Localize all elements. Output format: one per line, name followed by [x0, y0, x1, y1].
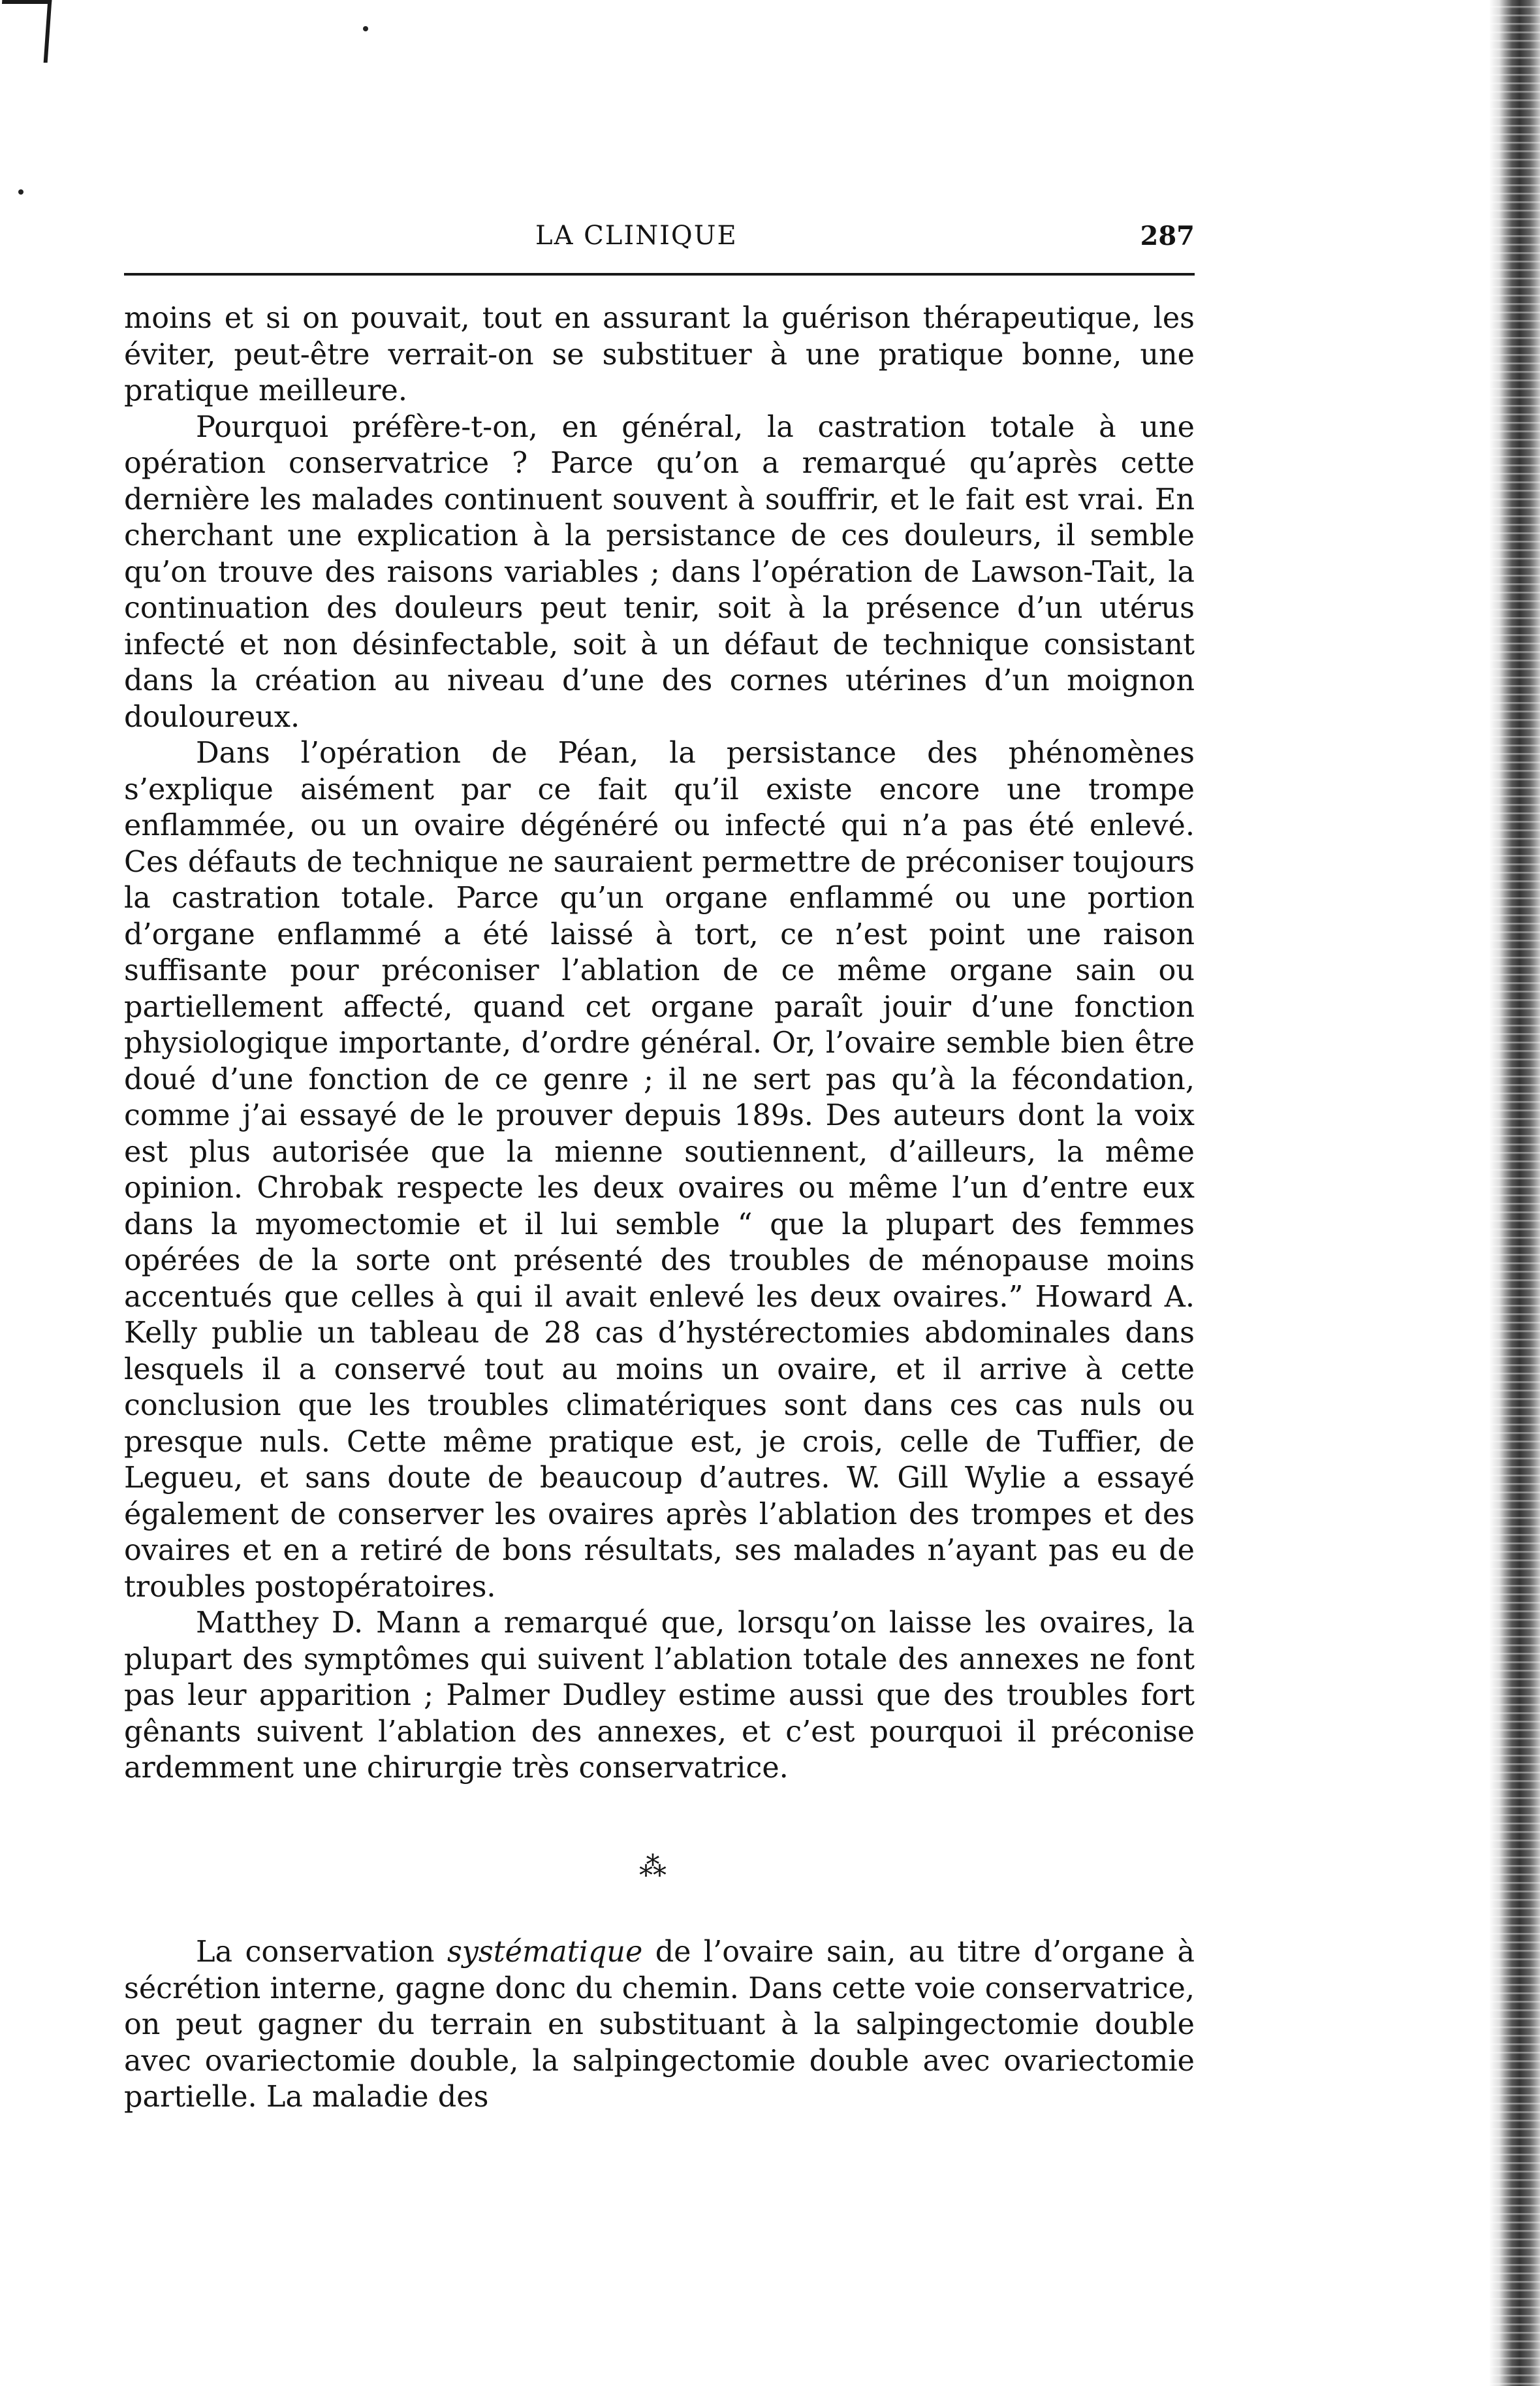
running-title: LA CLINIQUE — [535, 221, 738, 251]
paragraph: Dans l’opération de Péan, la persistance des phénomènes s’explique aisément par ce fait qu’il existe encore une trompe enflammée, ou un ovaire dégénéré ou infecté qui n’a pas été enlevé. Ces défauts de technique ne sauraient permettre de préconiser toujours la castration totale. Parce qu’un organe enflammé ou une portion d’organe enflammé a été laissé à tort, ce n’est point une raison suffisante pour préconiser l’ablation de ce même organe sain ou partiellement affecté, quand cet organe paraît jouir d’une fonction physiologique importante, d’ordre général. Or, l’ovaire semble bien être doué d’une fonction de ce genre ; il ne sert pas qu’à la fécondation, comme j’ai essayé de le prouver depuis 189s. Des auteurs dont la voix est plus autorisée que la mienne soutiennent, d’ailleurs, la même opinion. Chrobak respecte les deux ovaires ou même l’un d’entre eux dans la myomectomie et il lui semble “ que la plupart des femmes opérées de la sorte ont présenté des troubles de ménopause moins accentués que celles à qui il avait enlevé les deux ovaires.” Howard A. Kelly publie un tableau de 28 cas d’hystérectomies abdominales dans lesquels il a conservé tout au moins un ovaire, et il arrive à cette conclusion que les troubles climatériques sont dans ces cas nuls ou presque nuls. Cette même pratique est, je crois, celle de Tuffier, de Legueu, et sans doute de beaucoup d’autres. W. Gill Wylie a essayé également de conserver les ovaires après l’ablation des trompes et des ovaires et en a retiré de bons résultats, ses malades n’ayant pas eu de troubles postopératoires. — [124, 737, 1195, 1604]
running-header — [124, 221, 1195, 260]
closing-text-block — [124, 1934, 1195, 2116]
paragraph-text-start: La conservation — [196, 1935, 447, 1969]
paragraph — [124, 1934, 1195, 2116]
scan-binding-edge — [1489, 0, 1540, 2386]
paragraph: Pourquoi préfère-t-on, en général, la castration totale à une opération conservatrice ? Parce qu’on a remarqué qu’après cette dernière les malades continuent souvent à souffrir, et le fait est vrai. En cherchant une explication à la persistance de ces douleurs, il semble qu’on trouve des raisons variables ; dans l’opération de Lawson-Tait, la continuation des douleurs peut tenir, soit à la présence d’un utérus infecté et non désinfectable, soit à un défaut de technique consistant dans la création au niveau d’une des cornes utérines d’un moignon douloureux. — [124, 410, 1195, 734]
scan-speck — [363, 26, 368, 31]
header-rule — [124, 273, 1195, 276]
paragraph: Matthey D. Mann a remarqué que, lorsqu’on laisse les ovaires, la plupart des symptômes qui suivent l’ablation totale des annexes ne font pas leur apparition ; Palmer Dudley estime aussi que des troubles fort gênants suivent l’ablation des annexes, et c’est pourquoi il préconise ardemment une chirurgie très conservatrice. — [124, 1606, 1195, 1785]
paragraph: moins et si on pouvait, tout en assurant la guérison thérapeutique, les éviter, peut-être verrait-on se substituer à une pratique bonne, une pratique meilleure. — [124, 302, 1195, 407]
scan-speck — [18, 189, 24, 195]
emphasized-word: systématique — [447, 1935, 643, 1969]
page-number: 287 — [1140, 221, 1195, 251]
paragraph-text-end: de l’ovaire sain, au titre d’organe à sécrétion interne, gagne donc du chemin. Dans cette voie conservatrice, on peut gagner du terrain en substituant à la salpingectomie double avec ovariectomie double, la salpingectomie double avec ovariectomie partielle. La maladie des — [124, 1935, 1195, 2114]
main-text-block — [124, 300, 1195, 1787]
section-asterism: ⁂ — [639, 1851, 667, 1883]
scan-corner-mark — [0, 0, 52, 63]
